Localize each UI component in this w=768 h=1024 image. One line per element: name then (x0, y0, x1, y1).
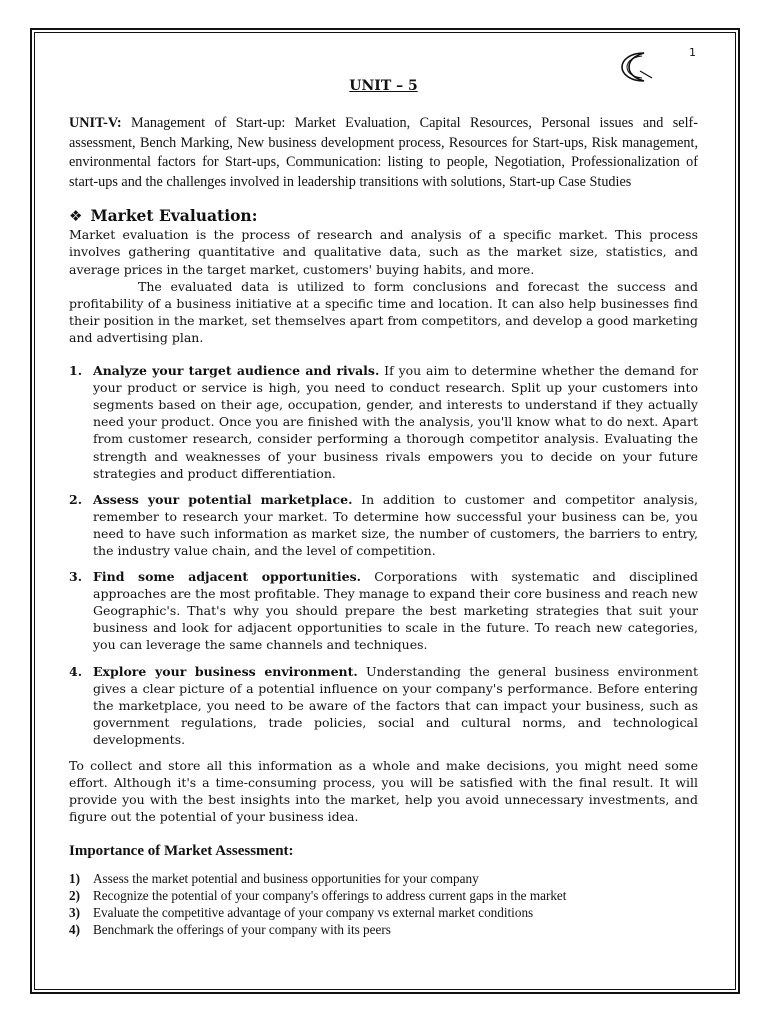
importance-text: Recognize the potential of your company's offerings to address current gaps in the market (93, 888, 567, 904)
step-text: In addition to customer and competitor analysis, remember to research your market. To determine how successful your business can be, you need to have such information as market size, the number of customers, the barriers to entry, the industry value chain, and the level of competition. (93, 491, 698, 558)
importance-number: 4) (69, 922, 80, 938)
importance-item (69, 904, 698, 921)
importance-number: 3) (69, 905, 80, 921)
market-evaluation-heading-text: Market Evaluation: (90, 206, 258, 226)
step-item (69, 568, 698, 653)
step-text: Corporations with systematic and disciplined approaches are the most profitable. They manage to expand their core business and reach new Geographic's. That's why you should prepare the best marketing strategies that suit your business and look for adjacent opportunities to scale in the future. To reach new categories, you can leverage the same channels and techniques. (93, 569, 698, 653)
step-lead: Explore your business environment. (93, 663, 358, 679)
market-evaluation-steps (69, 362, 698, 748)
market-evaluation-paragraph-2: The evaluated data is utilized to form conclusions and forecast the success and profitability of a business initiative at a specific time and location. It can also help businesses find their position in the market, set themselves apart from competitors, and develop a good marketing and advertising plan. (69, 278, 698, 345)
syllabus-label: UNIT-V: (69, 115, 122, 131)
step-body (93, 491, 698, 559)
page-number: 1 (689, 46, 696, 59)
step-body (93, 362, 698, 482)
step-body (93, 568, 698, 653)
importance-text: Assess the market potential and business opportunities for your company (93, 871, 479, 887)
importance-number: 2) (69, 888, 80, 904)
step-number: 3. (69, 569, 83, 585)
syllabus-text: Management of Start-up: Market Evaluation, Capital Resources, Personal issues and self-assessment, Bench Marking, New business development process, Resources for Start-ups, Risk management, environmental factors for Start-ups, Communication: listing to people, Negotiation, Professionalization of start-ups and the challenges involved in leadership transitions with solutions, Start-up Case Studies (69, 115, 698, 190)
step-item (69, 663, 698, 748)
importance-item (69, 921, 698, 938)
importance-list (69, 870, 698, 938)
importance-text: Evaluate the competitive advantage of your company vs external market conditions (93, 905, 534, 921)
step-number: 2. (69, 491, 83, 507)
step-number: 4. (69, 663, 83, 679)
market-evaluation-heading (69, 206, 698, 226)
page-content (69, 78, 698, 938)
step-lead: Assess your potential marketplace. (93, 491, 353, 507)
step-item (69, 362, 698, 482)
diamond-bullet-icon: ❖ (69, 207, 83, 226)
step-item (69, 491, 698, 559)
syllabus-paragraph (69, 114, 698, 192)
importance-heading: Importance of Market Assessment: (69, 843, 294, 860)
unit-title: UNIT – 5 (349, 78, 418, 94)
step-text: If you aim to determine whether the demand for your product or service is high, you need to conduct research. Split up your customers into segments based on their age, occupation, gender, and interests to understand if they actually need your product. Once you are finished with the analysis, you'll know what to do next. Apart from customer research, consider performing a thorough competitor analysis. Evaluating the strength and weaknesses of your business rivals empowers you to decide on your future strategies and product differentiation. (93, 363, 699, 481)
importance-text: Benchmark the offerings of your company with its peers (93, 922, 391, 938)
importance-item (69, 870, 698, 887)
step-lead: Analyze your target audience and rivals. (93, 363, 380, 379)
closing-paragraph: To collect and store all this information as a whole and make decisions, you might need some effort. Although it's a time-consuming process, you will be satisfied with the final result. It will provide you with the best insights into the market, help you avoid unnecessary investments, and figure out the potential of your business idea. (69, 758, 698, 825)
step-body (93, 663, 698, 748)
step-text: Understanding the general business environment gives a clear picture of a potential influence on your company's performance. Before entering the marketplace, you need to be aware of the factors that can impact your business, such as government regulations, trade policies, social and cultural norms, and technological developments. (93, 663, 698, 747)
importance-number: 1) (69, 871, 80, 887)
importance-item (69, 887, 698, 904)
step-number: 1. (69, 363, 83, 379)
step-lead: Find some adjacent opportunities. (93, 569, 362, 585)
market-evaluation-paragraph-1: Market evaluation is the process of research and analysis of a specific market. This process involves gathering quantitative and qualitative data, such as the market size, statistics, and average prices in the target market, customers' buying habits, and more. (69, 227, 698, 277)
